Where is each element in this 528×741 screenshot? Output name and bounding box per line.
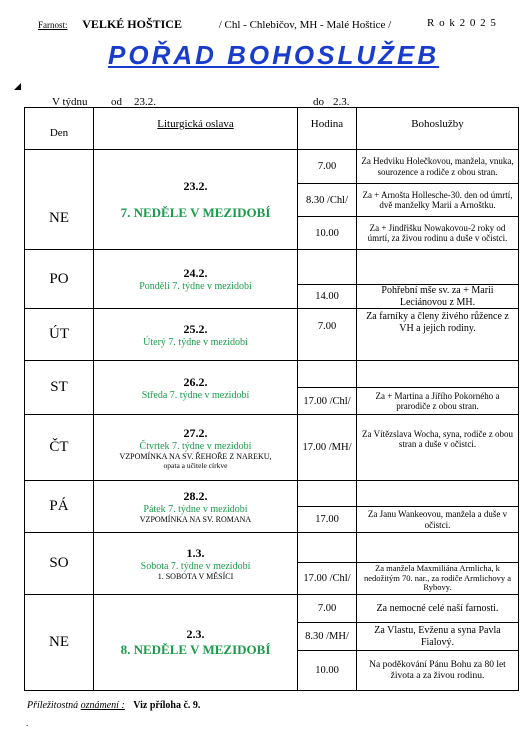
time-cell: 17.00: [298, 507, 357, 533]
intention-cell: Za Hedviku Holečkovou, manžela, vnuka, sourozence a rodiče z obou stran.: [357, 150, 519, 184]
time-cell: 14.00: [298, 285, 357, 309]
chapels-note: / Chl - Chlebičov, MH - Malé Hoštice /: [218, 19, 392, 31]
intention-cell: Za manžela Maxmiliána Armlicha, k nedožitým 70. nar., za rodiče Armlichovy a Rybovy.: [357, 563, 519, 595]
intention-cell: Za + Martina a Jiřího Pokorného a prarodiče z obou stran.: [357, 388, 519, 415]
day-memorial: 1. SOBOTA V MĚSÍCI: [157, 572, 234, 581]
page-title: POŘAD BOHOSLUŽEB: [108, 40, 440, 70]
announcement-label: Příležitostná oznámení :: [27, 700, 125, 711]
day-cell: PO: [25, 250, 94, 309]
liturgy-cell: [94, 309, 298, 361]
day-date: 23.2.: [183, 178, 208, 193]
time-cell: 17.00 /Chl/: [298, 563, 357, 595]
parish-name: VELKÉ HOŠTICE: [82, 17, 182, 31]
intention-cell: Pohřební mše sv. za + Marii Leciánovou z MH.: [357, 285, 519, 309]
year-label: R o k 2 0 2 5: [427, 17, 497, 29]
day-feast: Sobota 7. týdne v mezidobí: [140, 561, 251, 572]
liturgy-cell: [94, 481, 298, 533]
intention-cell: [357, 533, 519, 563]
day-memorial: VZPOMÍNKA NA SV. ŘEHOŘE Z NAREKU,: [119, 451, 272, 461]
table-row: [25, 361, 519, 388]
document-header: [38, 17, 497, 32]
day-date: 24.2.: [183, 266, 208, 280]
time-cell: 10.00: [298, 651, 357, 691]
liturgy-cell: [94, 150, 298, 250]
day-feast: Středa 7. týdne v mezidobí: [141, 389, 250, 401]
day-cell: NE: [25, 595, 94, 691]
liturgy-cell: [94, 250, 298, 309]
col-header-den: Den: [25, 108, 94, 150]
week-od-label: od: [111, 96, 122, 108]
farnost-label: Farnost:: [38, 20, 68, 30]
time-cell: 17.00 /MH/: [298, 415, 357, 481]
time-cell: [298, 250, 357, 285]
intention-cell: [357, 250, 519, 285]
table-row: [25, 250, 519, 285]
time-cell: 10.00: [298, 217, 357, 250]
day-feast: 7. NEDĚLE V MEZIDOBÍ: [120, 204, 271, 220]
day-cell: SO: [25, 533, 94, 595]
table-row: [25, 415, 519, 481]
time-cell: 17.00 /Chl/: [298, 388, 357, 415]
week-do-label: do: [313, 96, 324, 108]
day-cell: ČT: [25, 415, 94, 481]
liturgy-cell: [94, 415, 298, 481]
intention-cell: Za + Jindřišku Nowakovou-2 roky od úmrtí, za živou rodinu a duše v očistci.: [357, 217, 519, 250]
day-feast: Čtvrtek 7. týdne v mezidobí: [139, 440, 252, 452]
day-date: 2.3.: [186, 627, 205, 641]
day-feast: Pátek 7. týdne v mezidobí: [143, 504, 248, 515]
col-header-time: Hodina: [298, 108, 357, 150]
day-feast: 8. NEDĚLE V MEZIDOBÍ: [120, 642, 271, 657]
day-memorial-note: opata a učitele církve: [163, 460, 228, 470]
table-row: [25, 533, 519, 563]
table-header-row: [25, 108, 519, 150]
time-cell: 7.00: [298, 150, 357, 184]
table-row: [25, 481, 519, 507]
table-row: [25, 150, 519, 184]
day-cell: PÁ: [25, 481, 94, 533]
time-cell: 8.30 /MH/: [298, 623, 357, 651]
corner-triangle-icon: [14, 83, 21, 90]
table-row: [25, 595, 519, 623]
intention-cell: Za Vlastu, Evženu a syna Pavla Fialový.: [357, 623, 519, 651]
time-cell: 7.00: [298, 309, 357, 361]
liturgy-cell: [94, 533, 298, 595]
announcement-value: Viz příloha č. 9.: [133, 700, 201, 711]
day-cell: NE: [25, 150, 94, 250]
announcement-line: [27, 700, 200, 711]
time-cell: [298, 533, 357, 563]
day-date: 27.2.: [183, 425, 208, 440]
day-date: 25.2.: [183, 321, 208, 336]
schedule-table: [24, 107, 519, 691]
col-header-liturgy: Liturgická oslava: [94, 108, 298, 150]
week-to: 2.3.: [333, 96, 350, 108]
intention-cell: Za + Arnošta Hollesche-30. den od úmrtí, dvě manželky Marii a Arnoštku.: [357, 184, 519, 217]
time-cell: 8.30 /Chl/: [298, 184, 357, 217]
week-from: 23.2.: [134, 96, 156, 108]
table-row: [25, 309, 519, 361]
intention-cell: Za Vítězslava Wocha, syna, rodiče z obou stran a duše v očistci.: [357, 415, 519, 481]
liturgy-cell: [94, 361, 298, 415]
intention-cell: Za farníky a členy živého růžence z VH a jejich rodiny.: [357, 309, 519, 361]
liturgy-cell: [94, 595, 298, 691]
time-cell: 7.00: [298, 595, 357, 623]
time-cell: [298, 361, 357, 388]
week-label: V týdnu: [52, 96, 88, 108]
day-feast: Úterý 7. týdne v mezidobí: [143, 336, 248, 348]
day-cell: ST: [25, 361, 94, 415]
day-date: 26.2.: [183, 374, 208, 389]
day-memorial: VZPOMÍNKA NA SV. ROMANA: [139, 515, 252, 524]
intention-cell: Na poděkování Pánu Bohu za 80 let života a za živou rodinu.: [357, 651, 519, 691]
intention-cell: [357, 361, 519, 388]
col-header-services: Bohoslužby: [357, 108, 519, 150]
intention-cell: Za nemocné celé naší farnosti.: [357, 595, 519, 623]
intention-cell: [357, 481, 519, 507]
trailing-dot: .: [26, 718, 29, 728]
day-date: 1.3.: [186, 546, 205, 560]
intention-cell: Za Janu Wankeovou, manžela a duše v očistci.: [357, 507, 519, 533]
day-feast: Pondělí 7. týdne v mezidobí: [139, 281, 252, 292]
day-date: 28.2.: [183, 489, 208, 503]
day-cell: ÚT: [25, 309, 94, 361]
time-cell: [298, 481, 357, 507]
